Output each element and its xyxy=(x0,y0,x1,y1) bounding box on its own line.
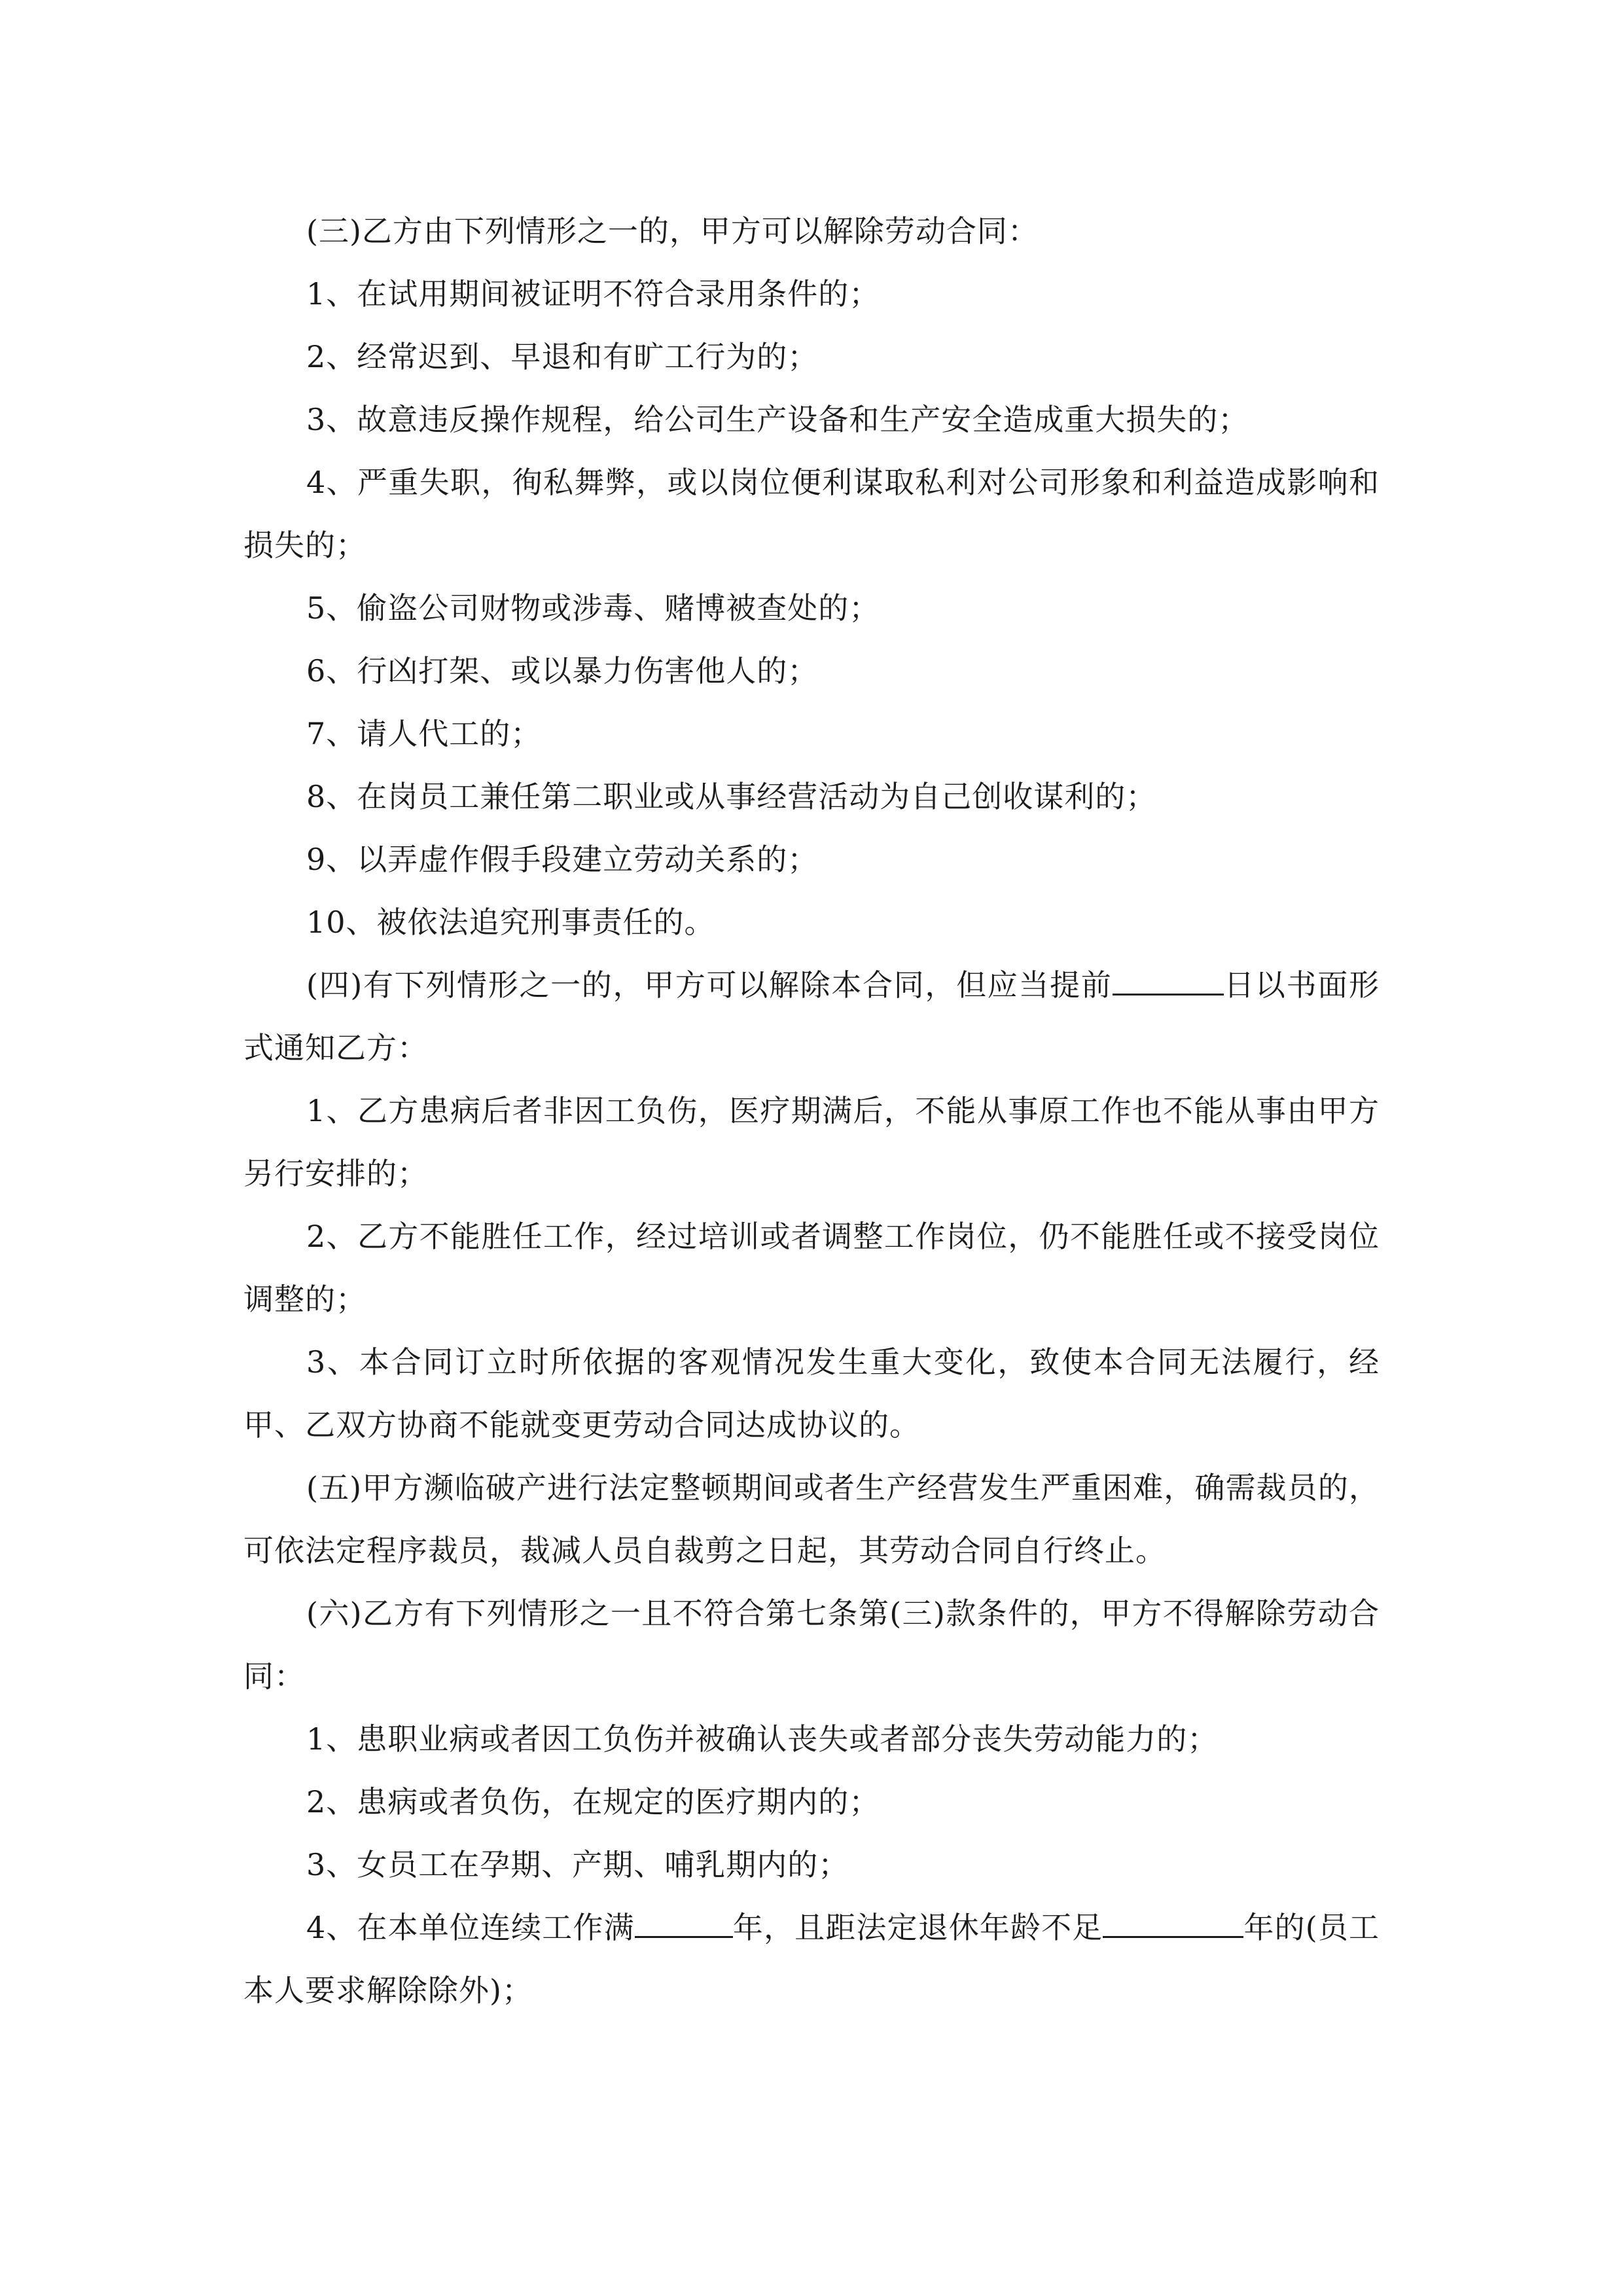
clause-3-item-7: 7、请人代工的； xyxy=(306,716,542,751)
clause-4-heading xyxy=(243,954,1380,1079)
clause-3-heading: (三)乙方由下列情形之一的，甲方可以解除劳动合同： xyxy=(306,213,1039,249)
clause-4-text-b: 日以书面形式通知乙方： xyxy=(243,967,1380,1066)
clause-5: (五)甲方濒临破产进行法定整顿期间或者生产经营发生严重困难，确需裁员的，可依法定程序裁员，裁减人员自裁剪之日起，其劳动合同自行终止。 xyxy=(243,1470,1380,1568)
clause-3-item-8: 8、在岗员工兼任第二职业或从事经营活动为自己创收谋利的； xyxy=(306,779,1157,814)
clause-3-item-5: 5、偷盗公司财物或涉毒、赌博被查处的； xyxy=(306,590,880,626)
clause-6-item-4-text-a: 4、在本单位连续工作满 xyxy=(306,1910,635,1945)
service-years-blank xyxy=(635,1910,733,1938)
clause-6-item-4 xyxy=(243,1896,1380,2022)
clause-4-item-3: 3、本合同订立时所依据的客观情况发生重大变化，致使本合同无法履行，经甲、乙双方协商不能就变更劳动合同达成协议的。 xyxy=(243,1344,1380,1443)
retirement-years-blank xyxy=(1103,1910,1243,1938)
clause-6-item-2: 2、患病或者负伤，在规定的医疗期内的； xyxy=(306,1784,880,1820)
clause-4-text-a: (四)有下列情形之一的，甲方可以解除本合同，但应当提前 xyxy=(306,967,1113,1003)
clause-3-item-2: 2、经常迟到、早退和有旷工行为的； xyxy=(306,339,819,374)
clause-6-item-1: 1、患职业病或者因工负伤并被确认丧失或者部分丧失劳动能力的； xyxy=(306,1721,1219,1757)
clause-3-item-6: 6、行凶打架、或以暴力伤害他人的； xyxy=(306,653,819,689)
notice-days-blank xyxy=(1113,967,1224,996)
clause-6-item-4-text-b: 年，且距法定退休年龄不足 xyxy=(732,1910,1103,1945)
contract-body xyxy=(243,200,1380,2022)
clause-4-item-1: 1、乙方患病后者非因工负伤，医疗期满后，不能从事原工作也不能从事由甲方另行安排的； xyxy=(243,1093,1380,1191)
clause-6-item-3: 3、女员工在孕期、产期、哺乳期内的； xyxy=(306,1847,849,1882)
clause-6-item-4-text-c: 年的(员工本人要求解除除外)； xyxy=(243,1910,1380,2008)
clause-3-item-4: 4、严重失职，徇私舞弊，或以岗位便利谋取私利对公司形象和利益造成影响和损失的； xyxy=(243,465,1380,563)
clause-3-item-9: 9、以弄虚作假手段建立劳动关系的； xyxy=(306,842,819,877)
clause-3-item-10: 10、被依法追究刑事责任的。 xyxy=(306,905,715,940)
clause-6-heading: (六)乙方有下列情形之一且不符合第七条第(三)款条件的，甲方不得解除劳动合同： xyxy=(243,1596,1380,1694)
clause-3-item-1: 1、在试用期间被证明不符合录用条件的； xyxy=(306,276,880,312)
clause-4-item-2: 2、乙方不能胜任工作，经过培训或者调整工作岗位，仍不能胜任或不接受岗位调整的； xyxy=(243,1219,1380,1317)
clause-3-item-3: 3、故意违反操作规程，给公司生产设备和生产安全造成重大损失的； xyxy=(306,402,1249,437)
